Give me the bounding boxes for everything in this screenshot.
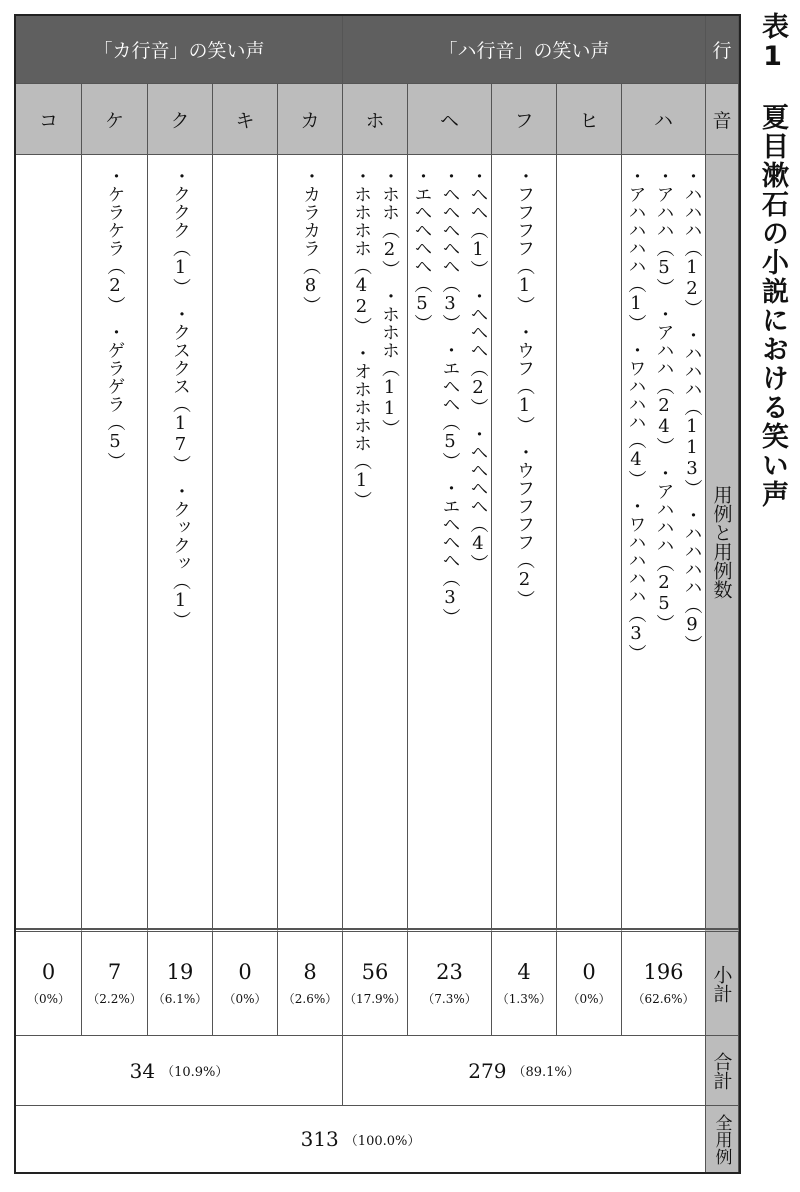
laugh-table bbox=[14, 14, 741, 1174]
example-entry: ・アハハ（5） bbox=[653, 167, 675, 287]
examples-cell bbox=[408, 155, 492, 929]
sound-label: キ bbox=[235, 109, 255, 132]
subtotal-value: 0 bbox=[582, 960, 596, 984]
subtotal-cell bbox=[408, 929, 492, 1036]
subtotal-value: 7 bbox=[107, 960, 122, 984]
example-entry: ・ケラケラ（2） bbox=[104, 167, 126, 305]
side-label: 用例と用例数 bbox=[710, 484, 733, 599]
total-percent: （10.9%） bbox=[161, 1065, 229, 1080]
example-line bbox=[377, 167, 401, 518]
example-entry: ・ゲラゲラ（5） bbox=[104, 323, 126, 461]
example-line bbox=[349, 167, 373, 518]
sound-label: フ bbox=[514, 109, 534, 132]
subtotal-cell bbox=[82, 929, 148, 1036]
side-label-examples bbox=[706, 155, 739, 929]
example-entry: ・エヘヘヘヘ（5） bbox=[411, 167, 433, 323]
subtotal-value: 23 bbox=[436, 960, 463, 984]
example-line bbox=[438, 167, 462, 635]
side-label-grand bbox=[706, 1106, 739, 1172]
sound-header bbox=[492, 84, 557, 155]
example-entry: ・カラカラ（8） bbox=[300, 167, 321, 305]
group-label: 「カ行音」の笑い声 bbox=[93, 40, 265, 62]
side-label: 合計 bbox=[710, 1051, 733, 1090]
examples-cell bbox=[213, 155, 278, 929]
examples-cell bbox=[557, 155, 622, 929]
side-label: 小計 bbox=[710, 964, 733, 1003]
side-label: 全用例 bbox=[711, 1113, 732, 1165]
group-header-ka bbox=[16, 16, 343, 84]
examples-list bbox=[624, 167, 704, 671]
example-entry: ・ハハハハ（9） bbox=[681, 506, 703, 644]
group-header-ha bbox=[343, 16, 706, 84]
example-entry: ・ホホホホ（42） bbox=[351, 167, 372, 326]
examples-cell bbox=[343, 155, 408, 929]
examples-cell bbox=[622, 155, 706, 929]
examples-cell bbox=[278, 155, 343, 929]
side-label-total bbox=[706, 1036, 739, 1106]
example-entry: ・ハハハ（12） bbox=[681, 167, 703, 308]
example-line bbox=[103, 167, 127, 479]
subtotal-percent: （2.6%） bbox=[282, 992, 338, 1006]
sound-header bbox=[213, 84, 278, 155]
example-entry: ・アハハハ（25） bbox=[653, 464, 675, 623]
subtotal-cell bbox=[213, 929, 278, 1036]
side-label-sound bbox=[706, 84, 739, 155]
sound-header bbox=[148, 84, 213, 155]
subtotal-value: 56 bbox=[361, 960, 389, 984]
total-value: 279 bbox=[468, 1058, 507, 1083]
side-label-subtotal bbox=[706, 929, 739, 1036]
example-entry: ・ヘヘヘヘヘ（3） bbox=[439, 167, 461, 323]
group-label: 「ハ行音」の笑い声 bbox=[438, 40, 610, 62]
subtotal-value: 196 bbox=[643, 960, 684, 984]
grand-total-percent: （100.0%） bbox=[344, 1133, 421, 1149]
subtotal-cell bbox=[492, 929, 557, 1036]
examples-cell bbox=[148, 155, 213, 929]
example-entry: ・クックッ（1） bbox=[170, 482, 191, 620]
examples-list bbox=[168, 167, 192, 638]
subtotal-percent: （1.3%） bbox=[496, 992, 552, 1006]
subtotal-value: 0 bbox=[41, 960, 56, 984]
subtotal-percent: （0%） bbox=[223, 992, 267, 1006]
sound-header bbox=[82, 84, 148, 155]
table-title: 表1 夏目漱石の小説における笑い声 bbox=[757, 12, 788, 509]
example-line bbox=[512, 167, 536, 617]
example-entry: ・ハハハ（113） bbox=[681, 326, 703, 488]
sound-header bbox=[343, 84, 408, 155]
example-line bbox=[652, 167, 676, 671]
example-entry: ・アハハハハ（1） bbox=[625, 167, 647, 323]
total-cell-ha bbox=[343, 1036, 706, 1106]
total-value: 34 bbox=[129, 1058, 156, 1083]
sound-header bbox=[622, 84, 706, 155]
subtotal-percent: （0%） bbox=[26, 992, 71, 1006]
example-entry: ・ククク（1） bbox=[170, 167, 191, 287]
subtotal-percent: （62.6%） bbox=[632, 992, 695, 1006]
example-line bbox=[298, 167, 322, 323]
example-entry: ・ワハハハハ（3） bbox=[625, 497, 647, 653]
examples-list bbox=[349, 167, 401, 518]
subtotal-value: 19 bbox=[166, 960, 194, 984]
example-entry: ・ヘヘヘヘ（4） bbox=[467, 425, 489, 563]
side-label-row bbox=[706, 16, 739, 84]
sound-label: カ bbox=[300, 109, 320, 132]
example-line bbox=[680, 167, 704, 671]
example-entry: ・ヘヘヘ（2） bbox=[467, 287, 489, 407]
total-percent: （89.1%） bbox=[512, 1065, 580, 1080]
examples-cell bbox=[492, 155, 557, 929]
subtotal-percent: （2.2%） bbox=[87, 992, 142, 1006]
subtotal-percent: （0%） bbox=[567, 992, 611, 1006]
subtotal-cell bbox=[16, 929, 82, 1036]
grand-total-value: 313 bbox=[300, 1127, 339, 1151]
example-line bbox=[624, 167, 648, 671]
example-entry: ・エヘヘヘ（3） bbox=[439, 479, 461, 617]
sound-label: ヘ bbox=[439, 109, 459, 132]
side-label: 音 bbox=[712, 109, 732, 132]
examples-list bbox=[410, 167, 490, 635]
subtotal-value: 0 bbox=[238, 960, 252, 984]
examples-cell bbox=[82, 155, 148, 929]
example-line bbox=[168, 167, 192, 638]
sound-label: ヒ bbox=[579, 109, 599, 132]
grand-total-cell bbox=[16, 1106, 706, 1172]
example-entry: ・クスクス（17） bbox=[170, 305, 191, 464]
subtotal-cell bbox=[343, 929, 408, 1036]
example-line bbox=[410, 167, 434, 635]
sound-label: ケ bbox=[104, 109, 124, 132]
subtotal-value: 4 bbox=[517, 960, 531, 984]
example-entry: ・ホホホ（11） bbox=[379, 287, 400, 428]
sound-label: ク bbox=[170, 109, 190, 132]
example-entry: ・ウフ（1） bbox=[514, 323, 535, 425]
examples-list bbox=[512, 167, 536, 617]
example-entry: ・ウフフフフ（2） bbox=[514, 443, 535, 599]
example-entry: ・ワハハハ（4） bbox=[625, 341, 647, 479]
sound-label: ホ bbox=[365, 109, 385, 132]
subtotal-percent: （6.1%） bbox=[152, 992, 208, 1006]
examples-cell bbox=[16, 155, 82, 929]
side-label: 行 bbox=[712, 40, 732, 62]
sound-label: コ bbox=[38, 109, 58, 132]
sound-header bbox=[278, 84, 343, 155]
examples-list bbox=[103, 167, 127, 479]
example-entry: ・エヘヘ（5） bbox=[439, 341, 461, 461]
examples-list bbox=[298, 167, 322, 323]
example-entry: ・オホホホホ（1） bbox=[351, 344, 372, 500]
subtotal-cell bbox=[278, 929, 343, 1036]
subtotal-percent: （7.3%） bbox=[422, 992, 477, 1006]
subtotal-percent: （17.9%） bbox=[343, 992, 407, 1006]
total-cell-ka bbox=[16, 1036, 343, 1106]
subtotal-cell bbox=[148, 929, 213, 1036]
subtotal-cell bbox=[622, 929, 706, 1036]
sound-label: ハ bbox=[653, 109, 673, 132]
example-entry: ・フフフフ（1） bbox=[514, 167, 535, 305]
example-entry: ・ホホ（2） bbox=[379, 167, 400, 269]
example-entry: ・ヘヘ（1） bbox=[467, 167, 489, 269]
sound-header bbox=[16, 84, 82, 155]
example-entry: ・アハハ（24） bbox=[653, 305, 675, 446]
sound-header bbox=[408, 84, 492, 155]
subtotal-value: 8 bbox=[303, 960, 317, 984]
sound-header bbox=[557, 84, 622, 155]
subtotal-cell bbox=[557, 929, 622, 1036]
example-line bbox=[466, 167, 490, 635]
